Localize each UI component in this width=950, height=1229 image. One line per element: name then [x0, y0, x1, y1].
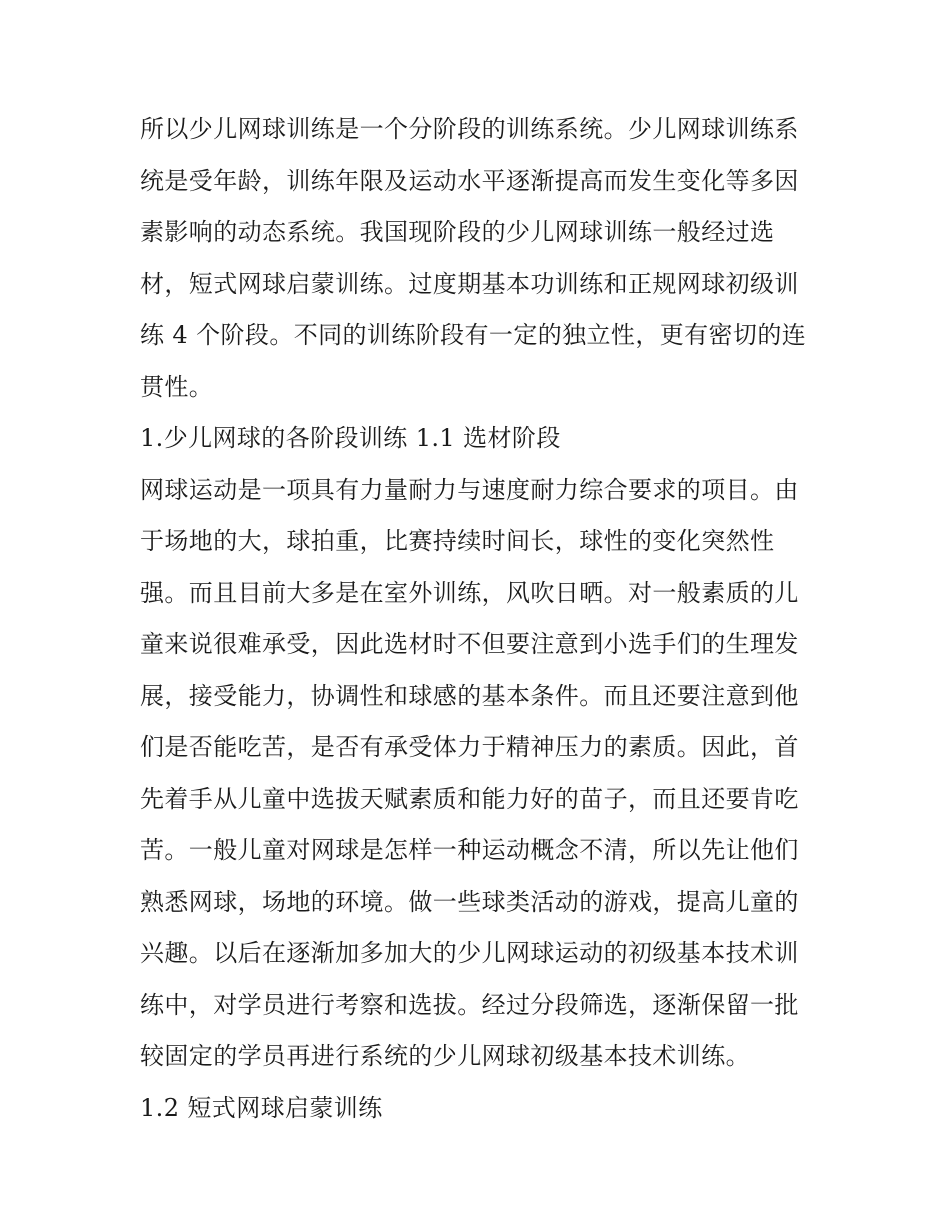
text-line-2: 统是受年龄，训练年限及运动水平逐渐提高而发生变化等多因 [140, 166, 799, 195]
text-line-13: 们是否能吃苦，是否有承受体力于精神压力的素质。因此，首 [140, 733, 799, 761]
text-line-4: 材，短式网球启蒙训练。过度期基本功训练和正规网球初级训 [140, 269, 799, 298]
text-line-14: 先着手从儿童中选拔天赋素质和能力好的苗子，而且还要肯吃 [140, 784, 799, 813]
text-line-10: 强。而且目前大多是在室外训练，风吹日晒。对一般素质的儿 [140, 578, 799, 607]
text-line-5: 练 4 个阶段。不同的训练阶段有一定的独立性，更有密切的连 [140, 321, 807, 349]
text-line-8: 网球运动是一项具有力量耐力与速度耐力综合要求的项目。由 [140, 475, 799, 504]
text-line-6: 贯性。 [140, 372, 214, 401]
text-line-15: 苦。一般儿童对网球是怎样一种运动概念不清，所以先让他们 [140, 836, 799, 864]
section-heading-1-1: 1.少儿网球的各阶段训练 1.1 选材阶段 [140, 424, 561, 452]
text-line-17: 兴趣。以后在逐渐加多加大的少儿网球运动的初级基本技术训 [140, 939, 799, 967]
text-line-12: 展，接受能力，协调性和球感的基本条件。而且还要注意到他 [140, 681, 799, 710]
text-line-16: 熟悉网球，场地的环境。做一些球类活动的游戏，提高儿童的 [140, 887, 799, 916]
text-line-1: 所以少儿网球训练是一个分阶段的训练系统。少儿网球训练系 [140, 115, 799, 143]
body-text [140, 110, 820, 1140]
text-line-11: 童来说很难承受，因此选材时不但要注意到小选手们的生理发 [140, 630, 799, 658]
text-line-19: 较固定的学员再进行系统的少儿网球初级基本技术训练。 [140, 1042, 750, 1070]
text-line-3: 素影响的动态系统。我国现阶段的少儿网球训练一般经过选 [140, 218, 775, 246]
text-line-18: 练中，对学员进行考察和选拔。经过分段筛选，逐渐保留一批 [140, 990, 799, 1019]
text-line-9: 于场地的大，球拍重，比赛持续时间长，球性的变化突然性 [140, 527, 775, 555]
section-heading-1-2: 1.2 短式网球启蒙训练 [140, 1093, 383, 1122]
